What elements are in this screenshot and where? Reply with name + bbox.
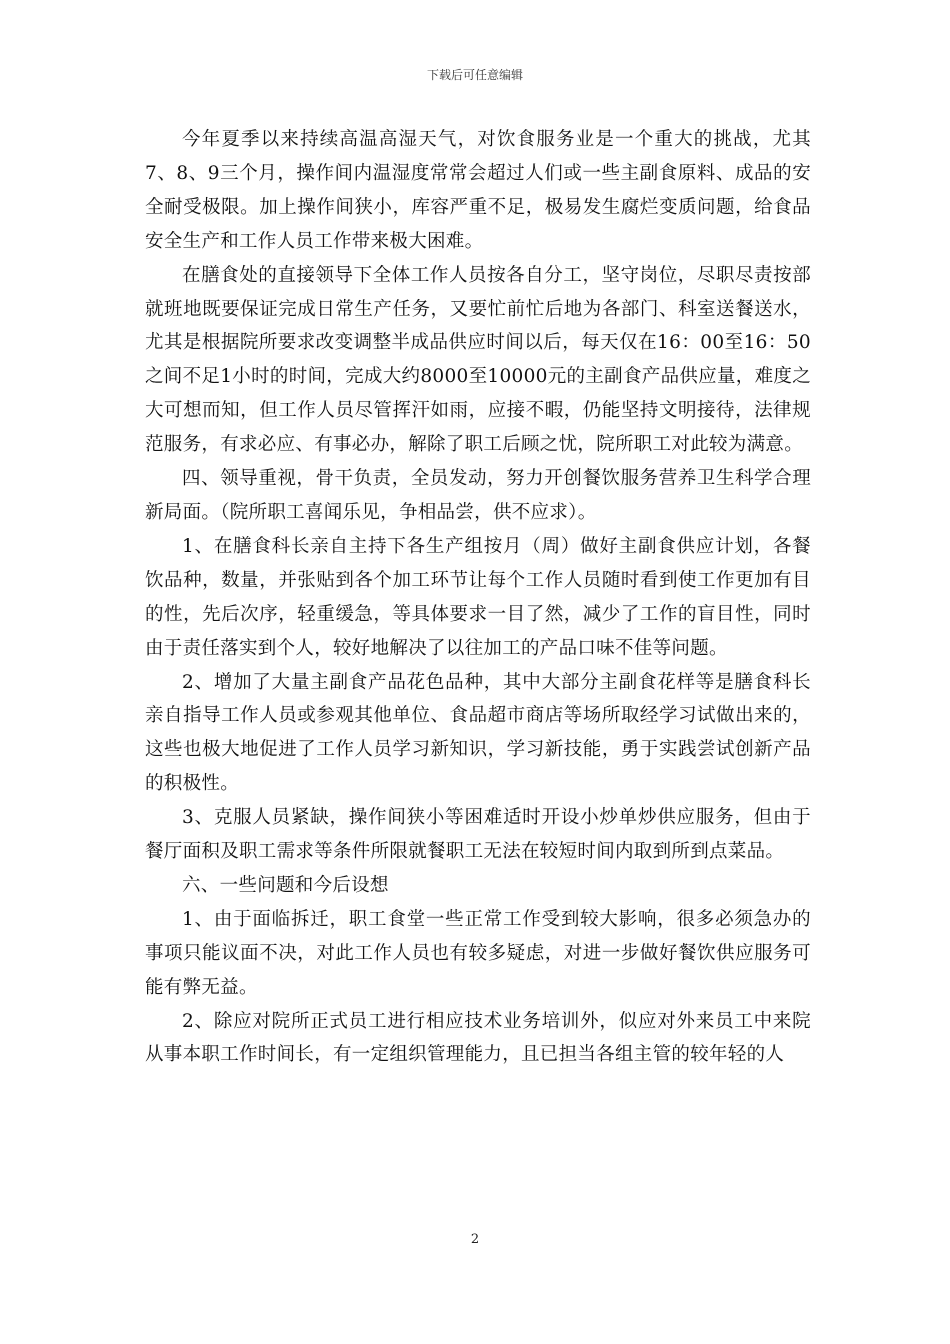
section-heading: 六、一些问题和今后设想 [182,874,389,896]
paragraph: 今年夏季以来持续高温高湿天气，对饮食服务业是一个重大的挑战，尤其7、8、9三个月，操作间内温湿度常常会超过人们或一些主副食原料、成品的安全耐受极限。加上操作间狭小，库容严重不足，极易发生腐烂变质问题，给食品安全生产和工作人员工作带来极大困难。 [145,129,811,252]
paragraph: 在膳食处的直接领导下全体工作人员按各自分工，坚守岗位，尽职尽责按部就班地既要保证完成日常生产任务，又要忙前忙后地为各部门、科室送餐送水，尤其是根据院所要求改变调整半成品供应时间以后，每天仅在16：00至16：50之间不足1小时的时间，完成大约8000至10000元的主副食产品供应量，难度之大可想而知，但工作人员尽管挥汗如雨，应接不暇，仍能坚持文明接待，法律规范服务，有求必应、有事必办，解除了职工后顾之忧，院所职工对此较为满意。 [145,264,811,456]
paragraph: 1、由于面临拆迁，职工食堂一些正常工作受到较大影响，很多必须急办的事项只能议面不决，对此工作人员也有较多疑虑，对进一步做好餐饮供应服务可能有弊无益。 [145,908,811,998]
paragraph: 1、在膳食科长亲自主持下各生产组按月（周）做好主副食供应计划，各餐饮品种，数量，并张贴到各个加工环节让每个工作人员随时看到使工作更加有目的性，先后次序，轻重缓急，等具体要求一目了然，减少了工作的盲目性，同时由于责任落实到个人，较好地解决了以往加工的产品口味不佳等问题。 [145,535,811,659]
page-header: 下载后可任意编辑 [426,68,523,82]
paragraph: 2、除应对院所正式员工进行相应技术业务培训外，似应对外来员工中来院从事本职工作时间长，有一定组织管理能力，且已担当各组主管的较年轻的人 [145,1010,811,1066]
page-number: 2 [470,1232,480,1247]
paragraph: 2、增加了大量主副食产品花色品种，其中大部分主副食花样等是膳食科长亲自指导工作人员或参观其他单位、食品超市商店等场所取经学习试做出来的，这些也极大地促进了工作人员学习新知识，学习新技能，勇于实践尝试创新产品的积极性。 [145,671,811,795]
paragraph: 3、克服人员紧缺，操作间狭小等困难适时开设小炒单炒供应服务，但由于餐厅面积及职工需求等条件所限就餐职工无法在较短时间内取到所到点菜品。 [145,807,811,863]
document-body [145,123,811,1072]
paragraph: 四、领导重视，骨干负责，全员发动，努力开创餐饮服务营养卫生科学合理新局面。（院所职工喜闻乐见，争相品尝，供不应求）。 [145,468,811,523]
